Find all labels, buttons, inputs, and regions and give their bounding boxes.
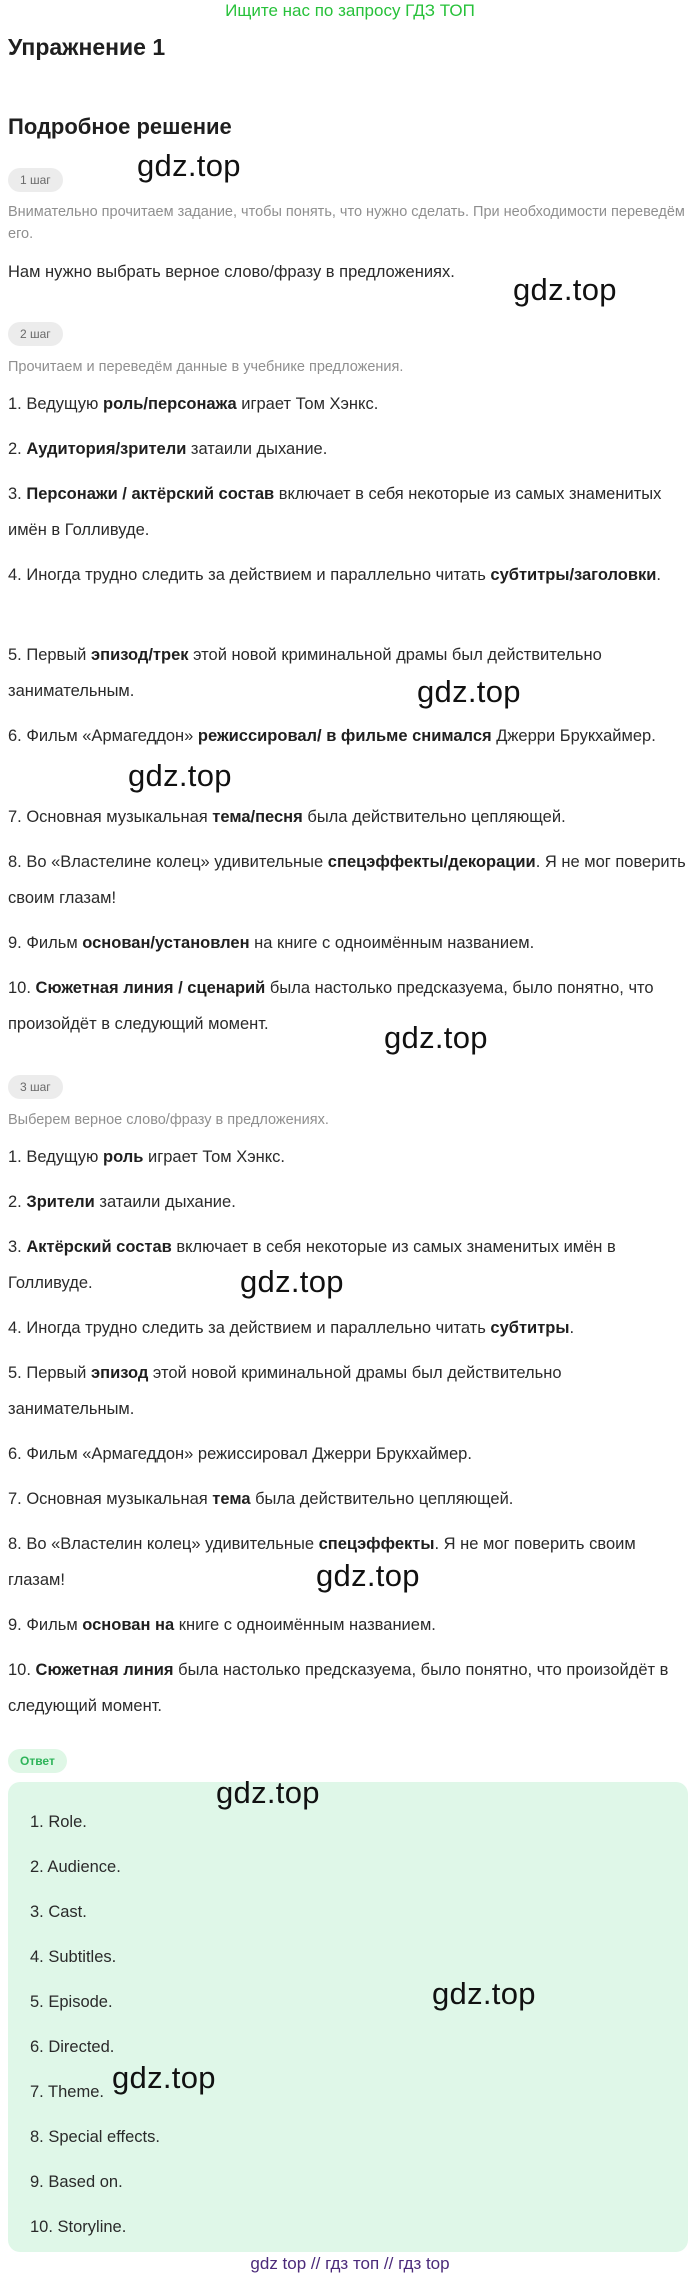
sentence-text: включает в себя некоторые из самых знаменитых имён в Голливуде. <box>8 485 662 539</box>
highlighted-phrase: основан на <box>82 1616 175 1634</box>
sentence-text: 5. Первый <box>8 646 91 664</box>
sentence-text: была действительно цепляющей. <box>302 808 566 826</box>
watermark: gdz.top <box>316 1558 420 1593</box>
answer-item-8: 8. Special effects. <box>30 2128 160 2146</box>
sentence-text: 3. <box>8 1238 27 1256</box>
watermark: gdz.top <box>128 758 232 793</box>
answer-item-2: 2. Audience. <box>30 1858 121 1876</box>
sentence-text: этой новой криминальной драмы был действительно занимательным. <box>8 1364 562 1418</box>
solution-title: Подробное решение <box>8 114 232 139</box>
sentence-text: 5. Первый <box>8 1364 91 1382</box>
step-2-hint: Прочитаем и переведём данные в учебнике предложения. <box>8 359 404 375</box>
step-2-sentence-6 <box>8 718 688 754</box>
answer-item-4: 4. Subtitles. <box>30 1948 117 1966</box>
highlighted-phrase: Сюжетная линия / сценарий <box>35 979 266 997</box>
highlighted-phrase: эпизод <box>90 1364 149 1382</box>
sentence-text: . Я не мог поверить своим глазам! <box>8 853 686 907</box>
step-2-sentence-3 <box>8 476 688 548</box>
sentence-text: 2. <box>8 1193 27 1211</box>
sentence-text: была действительно цепляющей. <box>250 1490 514 1508</box>
sentence-text: на книге с одноимённым названием. <box>249 934 535 952</box>
step-3-badge: 3 шаг <box>8 1075 63 1099</box>
step-2-sentence-7 <box>8 799 688 835</box>
answer-item-7: 7. Theme. <box>30 2083 104 2101</box>
sentence-text: была настолько предсказуема, было понятно, что произойдёт в следующий момент. <box>8 1661 669 1715</box>
sentence-text: 1. Ведущую <box>8 1148 104 1166</box>
watermark: gdz.top <box>137 148 241 183</box>
highlighted-phrase: Актёрский состав <box>26 1238 172 1256</box>
sentence-text: 9. Фильм <box>8 1616 83 1634</box>
sentence-text: была настолько предсказуема, было понятно, что произойдёт в следующий момент. <box>8 979 654 1033</box>
sentence-text: 6. Фильм «Армагеддон» <box>8 727 198 745</box>
step-2-sentence-8 <box>8 844 688 916</box>
step-1-hint: Внимательно прочитаем задание, чтобы понять, что нужно сделать. При необходимости переведём его. <box>8 204 685 242</box>
sentence-text: 7. Основная музыкальная <box>8 1490 213 1508</box>
step-3-sentence-2 <box>8 1184 688 1220</box>
step-3-sentence-9 <box>8 1607 688 1643</box>
step-3-sentence-6 <box>8 1436 688 1472</box>
step-3-sentence-1 <box>8 1139 688 1175</box>
watermark: gdz.top <box>216 1775 320 1810</box>
highlighted-phrase: спецэффекты/декорации <box>327 853 536 871</box>
watermark: gdz.top <box>513 272 617 307</box>
sentence-text: играет Том Хэнкс. <box>143 1148 286 1166</box>
sentence-text: 6. Фильм «Армагеддон» режиссировал Джерри Брукхаймер. <box>8 1445 472 1463</box>
step-2-sentence-4 <box>8 557 688 593</box>
step-3-hint: Выберем верное слово/фразу в предложениях. <box>8 1112 329 1128</box>
sentence-text: 8. Во «Властелин колец» удивительные <box>8 1535 319 1553</box>
sentence-text: 3. <box>8 485 27 503</box>
step-3-sentence-10 <box>8 1652 688 1724</box>
sentence-text: Джерри Брукхаймер. <box>491 727 656 745</box>
sentence-text: затаили дыхание. <box>94 1193 236 1211</box>
step-3-sentence-7 <box>8 1481 688 1517</box>
answer-item-10: 10. Storyline. <box>30 2218 127 2236</box>
sentence-text: 4. Иногда трудно следить за действием и параллельно читать <box>8 566 491 584</box>
sentence-text: книге с одноимённым названием. <box>174 1616 436 1634</box>
step-3-sentence-5 <box>8 1355 688 1427</box>
exercise-title: Упражнение 1 <box>8 34 166 60</box>
highlighted-phrase: Персонажи / актёрский состав <box>26 485 275 503</box>
answer-item-3: 3. Cast. <box>30 1903 87 1921</box>
watermark: gdz.top <box>240 1264 344 1299</box>
sentence-text: 10. <box>8 979 36 997</box>
step-1-text: Нам нужно выбрать верное слово/фразу в предложениях. <box>8 263 455 281</box>
sentence-text: включает в себя некоторые из самых знаменитых имён в Голливуде. <box>8 1238 616 1292</box>
sentence-text: 2. <box>8 440 27 458</box>
highlighted-phrase: тема <box>212 1490 251 1508</box>
step-2-sentence-10 <box>8 970 688 1042</box>
sentence-text: . Я не мог поверить своим глазам! <box>8 1535 636 1589</box>
watermark: gdz.top <box>432 1976 536 2011</box>
step-2-badge: 2 шаг <box>8 322 63 346</box>
highlighted-phrase: роль/персонажа <box>103 395 237 413</box>
promo-banner[interactable]: Ищите нас по запросу ГДЗ ТОП <box>225 1 475 20</box>
highlighted-phrase: Аудитория/зрители <box>26 440 187 458</box>
highlighted-phrase: роль <box>103 1148 144 1166</box>
answer-box <box>8 1782 688 2252</box>
sentence-text: затаили дыхание. <box>186 440 328 458</box>
highlighted-phrase: режиссировал/ в фильме снимался <box>197 727 492 745</box>
step-2-sentence-9 <box>8 925 688 961</box>
step-3-sentence-3 <box>8 1229 688 1301</box>
highlighted-phrase: эпизод/трек <box>90 646 189 664</box>
sentence-text: 10. <box>8 1661 36 1679</box>
step-2-sentence-2 <box>8 431 688 467</box>
answer-item-1: 1. Role. <box>30 1813 87 1831</box>
sentence-text: 8. Во «Властелине колец» удивительные <box>8 853 328 871</box>
answer-item-5: 5. Episode. <box>30 1993 113 2011</box>
sentence-text: этой новой криминальной драмы был действительно занимательным. <box>8 646 602 700</box>
sentence-text: . <box>656 566 661 584</box>
watermark: gdz.top <box>112 2060 216 2095</box>
highlighted-phrase: Зрители <box>26 1193 95 1211</box>
sentence-text: 4. Иногда трудно следить за действием и параллельно читать <box>8 1319 491 1337</box>
step-3-sentence-4 <box>8 1310 688 1346</box>
sentence-text: . <box>569 1319 575 1337</box>
sentence-text: 9. Фильм <box>8 934 83 952</box>
highlighted-phrase: субтитры <box>490 1319 570 1337</box>
answer-badge: Ответ <box>8 1749 67 1773</box>
answer-item-9: 9. Based on. <box>30 2173 123 2191</box>
highlighted-phrase: основан/установлен <box>82 934 250 952</box>
sentence-text: 7. Основная музыкальная <box>8 808 213 826</box>
answer-item-6: 6. Directed. <box>30 2038 115 2056</box>
watermark: gdz.top <box>384 1020 488 1055</box>
step-1-badge: 1 шаг <box>8 168 63 192</box>
highlighted-phrase: Сюжетная линия <box>35 1661 174 1679</box>
step-2-sentence-5 <box>8 637 688 709</box>
highlighted-phrase: субтитры/заголовки <box>490 566 657 584</box>
sentence-text: 1. Ведущую <box>8 395 104 413</box>
step-2-sentence-1 <box>8 386 688 422</box>
highlighted-phrase: спецэффекты <box>318 1535 435 1553</box>
highlighted-phrase: тема/песня <box>212 808 303 826</box>
footer-links[interactable]: gdz top // гдз топ // гдз top <box>250 2254 450 2273</box>
sentence-text: играет Том Хэнкс. <box>236 395 379 413</box>
watermark: gdz.top <box>417 674 521 709</box>
